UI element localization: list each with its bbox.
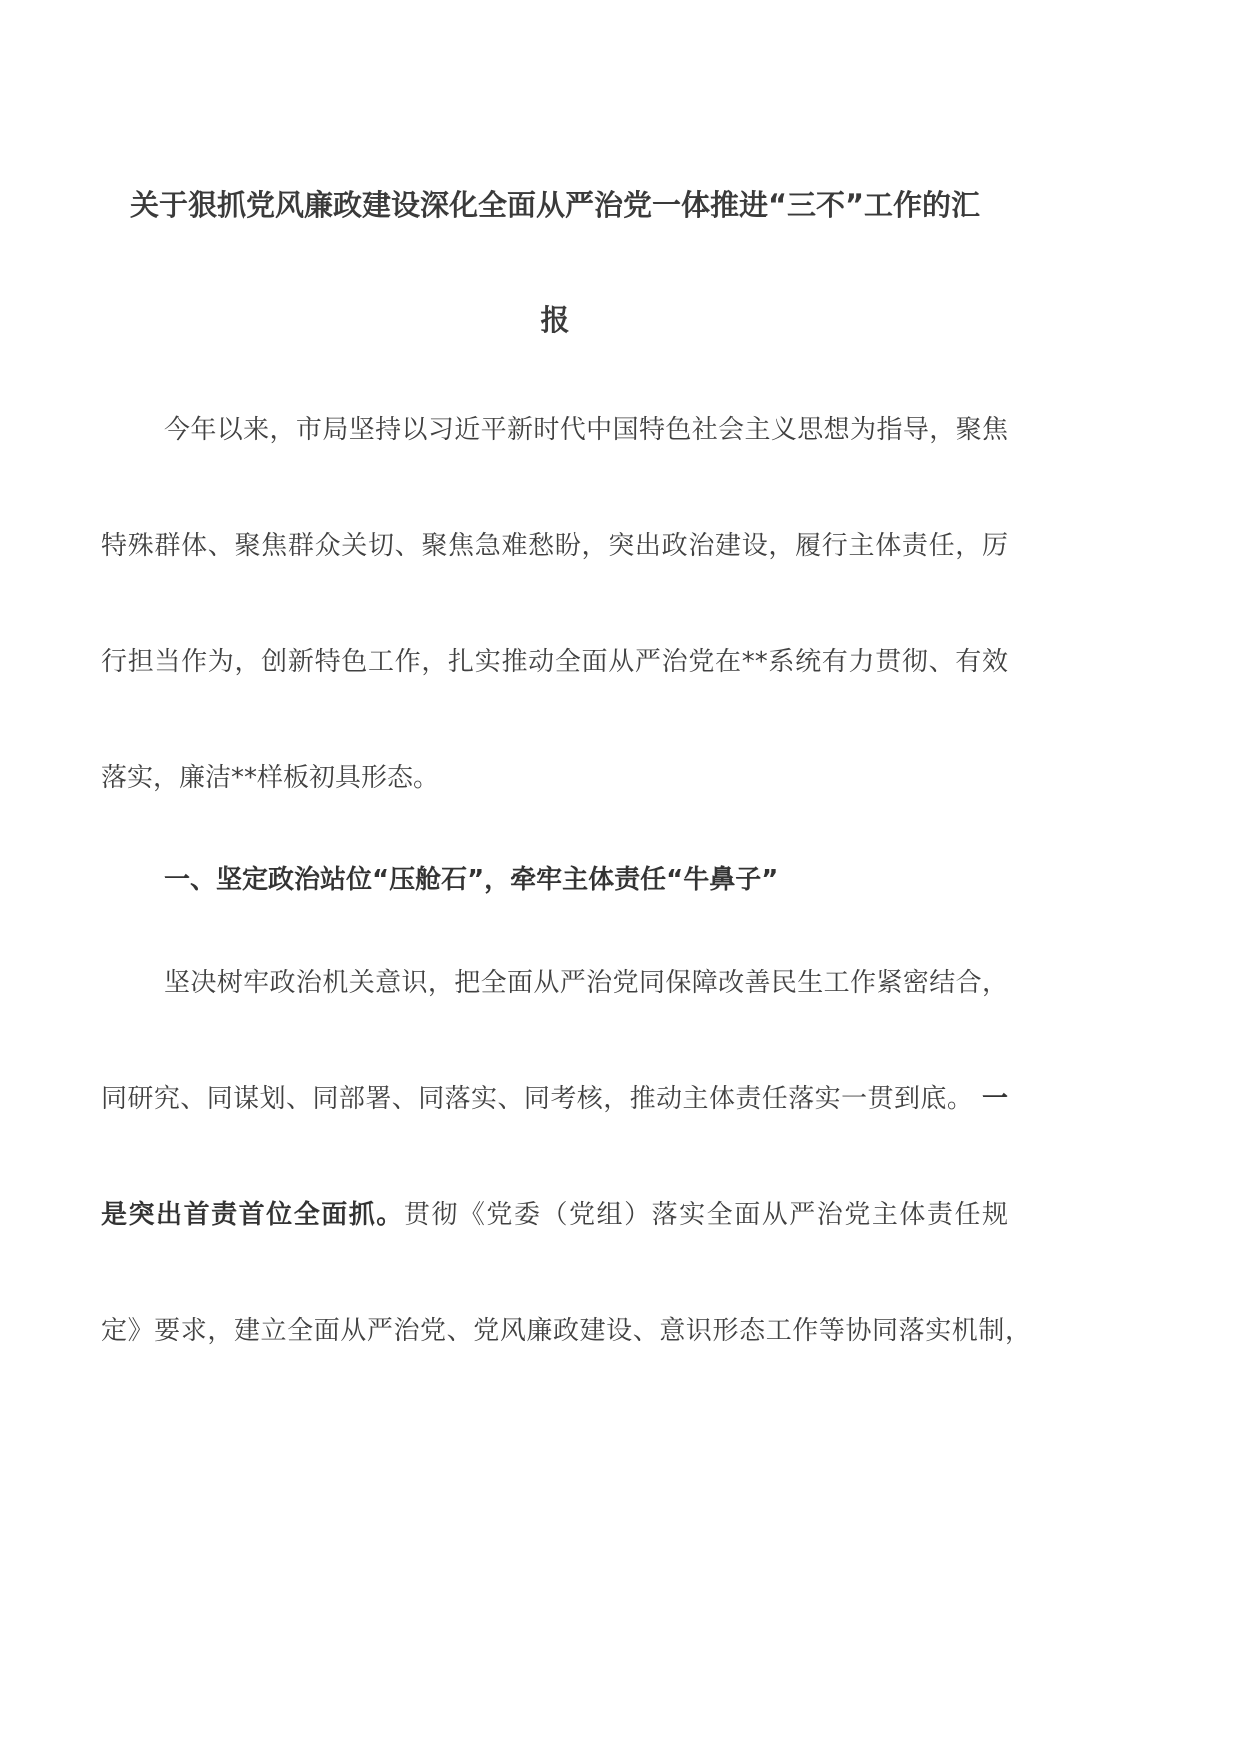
bold-run: 是突出首责首位全面抓。 (101, 1200, 404, 1230)
paragraph-line: 落实，廉洁**样板初具形态。 (101, 763, 440, 793)
paragraph-line (101, 1198, 1008, 1232)
paragraph-line (101, 1082, 1008, 1116)
document-title-line-2: 报 (540, 303, 570, 337)
section-heading: 一、坚定政治站位“压舱石”，牵牢主体责任“牛鼻子” (164, 865, 779, 895)
paragraph-line: 定》要求，建立全面从严治党、党风廉政建设、意识形态工作等协同落实机制， (101, 1316, 1031, 1346)
paragraph-line: 坚决树牢政治机关意识，把全面从严治党同保障改善民生工作紧密结合， (164, 968, 1008, 998)
text-run: 同研究、同谋划、同部署、同落实、同考核，推动主体责任落实一贯到底。 (101, 1084, 974, 1114)
paragraph-line: 特殊群体、聚焦群众关切、聚焦急难愁盼，突出政治建设，履行主体责任，厉 (101, 531, 1008, 561)
bold-run: 一 (981, 1084, 1008, 1114)
text-run: 贯彻《党委（党组）落实全面从严治党主体责任规 (403, 1200, 1008, 1230)
paragraph-line: 今年以来，市局坚持以习近平新时代中国特色社会主义思想为指导，聚焦 (164, 415, 1008, 445)
document-title-line-1: 关于狠抓党风廉政建设深化全面从严治党一体推进“三不”工作的汇 (129, 188, 981, 222)
paragraph-line: 行担当作为，创新特色工作，扎实推动全面从严治党在**系统有力贯彻、有效 (101, 647, 1008, 677)
